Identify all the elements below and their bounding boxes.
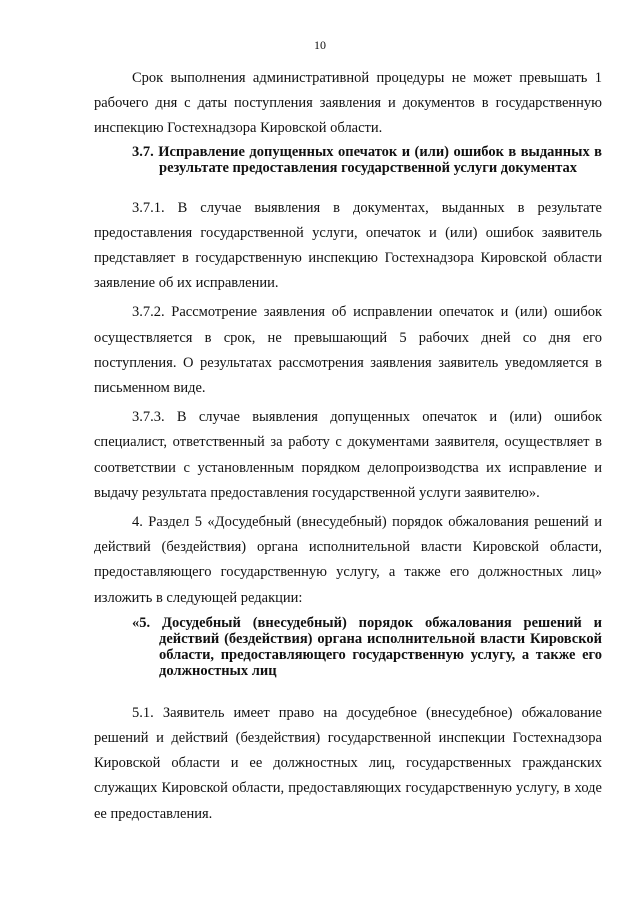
paragraph-3-7-3: 3.7.3. В случае выявления допущенных опечаток и (или) ошибок специалист, ответственный за работу с документами заявителя, осуществляет в соответствии с установленным порядком делопроизводства их исправление и выдачу результата предоставления государственной услуги заявителю». (94, 409, 602, 501)
paragraph-3-7-2: 3.7.2. Рассмотрение заявления об исправлении опечаток и (или) ошибок осуществляется в срок, не превышающий 5 рабочих дней со дня его поступления. О результатах рассмотрения заявления заявитель уведомляется в письменном виде. (94, 304, 602, 397)
section-heading-5: «5. Досудебный (внесудебный) порядок обжалования решений и действий (бездействия) органа исполнительной власти Кировской области, предоставляющего государственную услугу, а также его должностных лиц (132, 614, 602, 679)
paragraph-3-7-1: 3.7.1. В случае выявления в документах, выданных в результате предоставления государственной услуги, опечаток и (или) ошибок заявитель представляет в государственную инспекцию Гостехнадзора Кировской области заявление об их исправлении. (94, 199, 602, 292)
page-number: 10 (314, 38, 326, 52)
section-heading-3-7: 3.7. Исправление допущенных опечаток и (или) ошибок в выданных в результате предоставления государственной услуги документах (132, 143, 602, 176)
paragraph-procedure-term: Срок выполнения административной процедуры не может превышать 1 рабочего дня с даты поступления заявления и документов в государственную инспекцию Гостехнадзора Кировской области. (94, 70, 602, 137)
paragraph-5-1: 5.1. Заявитель имеет право на досудебное (внесудебное) обжалование решений и действий (бездействия) государственной инспекции Гостехнадзора Кировской области и ее должностных лиц, государственных гражданских служащих Кировской области, предоставляющих государственную услугу, в ходе ее предоставления. (94, 704, 602, 822)
paragraph-item-4: 4. Раздел 5 «Досудебный (внесудебный) порядок обжалования решений и действий (бездействия) органа исполнительной власти Кировской области, предоставляющего государственную услугу, а также его должностных лиц» изложить в следующей редакции: (94, 514, 602, 606)
document-body (94, 66, 602, 827)
